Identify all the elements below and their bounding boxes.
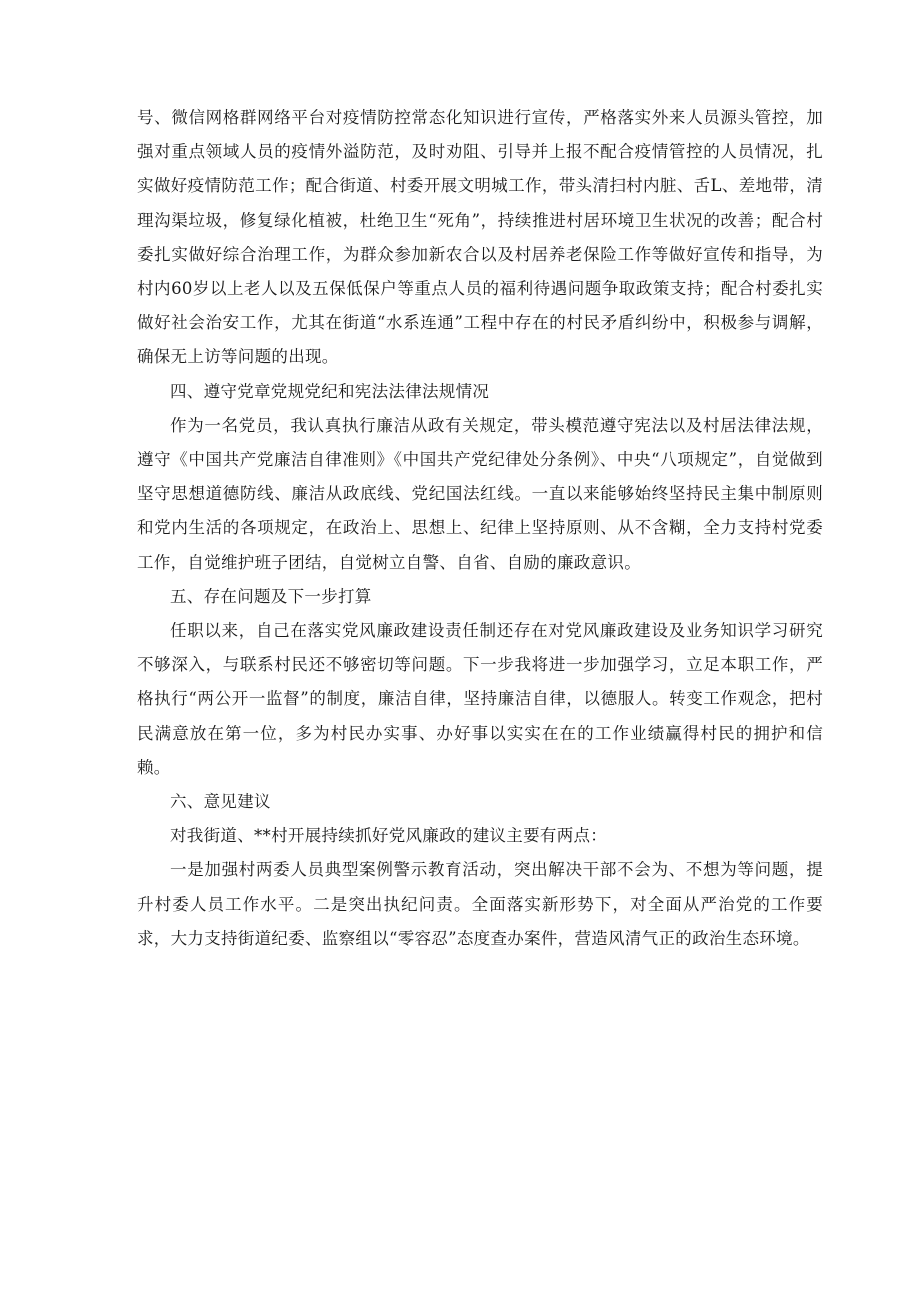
- paragraph-suggestions-intro: 对我街道、**村开展持续抓好党风廉政的建议主要有两点：: [170, 826, 608, 846]
- section-heading-6: 六、意见建议: [170, 792, 271, 812]
- section-heading-4: 四、遵守党章党规党纪和宪法法律法规情况: [170, 381, 490, 401]
- paragraph-problems-plans: 任职以来，自己在落实党风廉政建设责任制还存在对党风廉政建设及业务知识学习研究不够深入，与联系村民还不够密切等问题。下一步我将进一步加强学习，立足本职工作，严格执行“两公开一监督”的制度，廉洁自律，坚持廉洁自律，以德服人。转变工作观念，把村民满意放在第一位，多为村民办实事、办好事以实实在在的工作业绩赢得村民的拥护和信赖。: [137, 621, 823, 777]
- paragraph-epidemic-prevention: 号、微信网格群网络平台对疫情防控常态化知识进行宣传，严格落实外来人员源头管控，加强对重点领域人员的疫情外溢防范，及时劝阻、引导并上报不配合疫情管控的人员情况，扎实做好疫情防范工作；配合街道、村委开展文明城工作，带头清扫村内脏、舌L、差地带，清理沟渠垃圾，修复绿化植被，杜绝卫生“死角”，持续推进村居环境卫生状况的改善；配合村委扎实做好综合治理工作，为群众参加新农合以及村居养老保险工作等做好宣传和指导，为村内60岁以上老人以及五保低保户等重点人员的福利待遇问题争取政策支持；配合村委扎实做好社会治安工作，尤其在街道“水系连通”工程中存在的村民矛盾纠纷中，积极参与调解，确保无上访等问题的出现。: [137, 108, 823, 367]
- paragraph-suggestions-detail: 一是加强村两委人员典型案例警示教育活动，突出解决干部不会为、不想为等问题，提升村委人员工作水平。二是突出执纪问责。全面落实新形势下，对全面从严治党的工作要求，大力支持街道纪委、监察组以“零容忍”态度查办案件，营造风清气正的政治生态环境。: [137, 860, 823, 948]
- paragraph-party-discipline: 作为一名党员，我认真执行廉洁从政有关规定，带头模范遵守宪法以及村居法律法规，遵守《中国共产党廉洁自律准则》《中国共产党纪律处分条例》、中央“八项规定”，自觉做到坚守思想道德防线、廉洁从政底线、党纪国法红线。一直以来能够始终坚持民主集中制原则和党内生活的各项规定，在政治上、思想上、纪律上坚持原则、从不含糊，全力支持村党委工作，自觉维护班子团结，自觉树立自警、自省、自励的廉政意识。: [137, 415, 823, 572]
- section-heading-5: 五、存在问题及下一步打算: [170, 586, 372, 606]
- document-body: [137, 101, 823, 956]
